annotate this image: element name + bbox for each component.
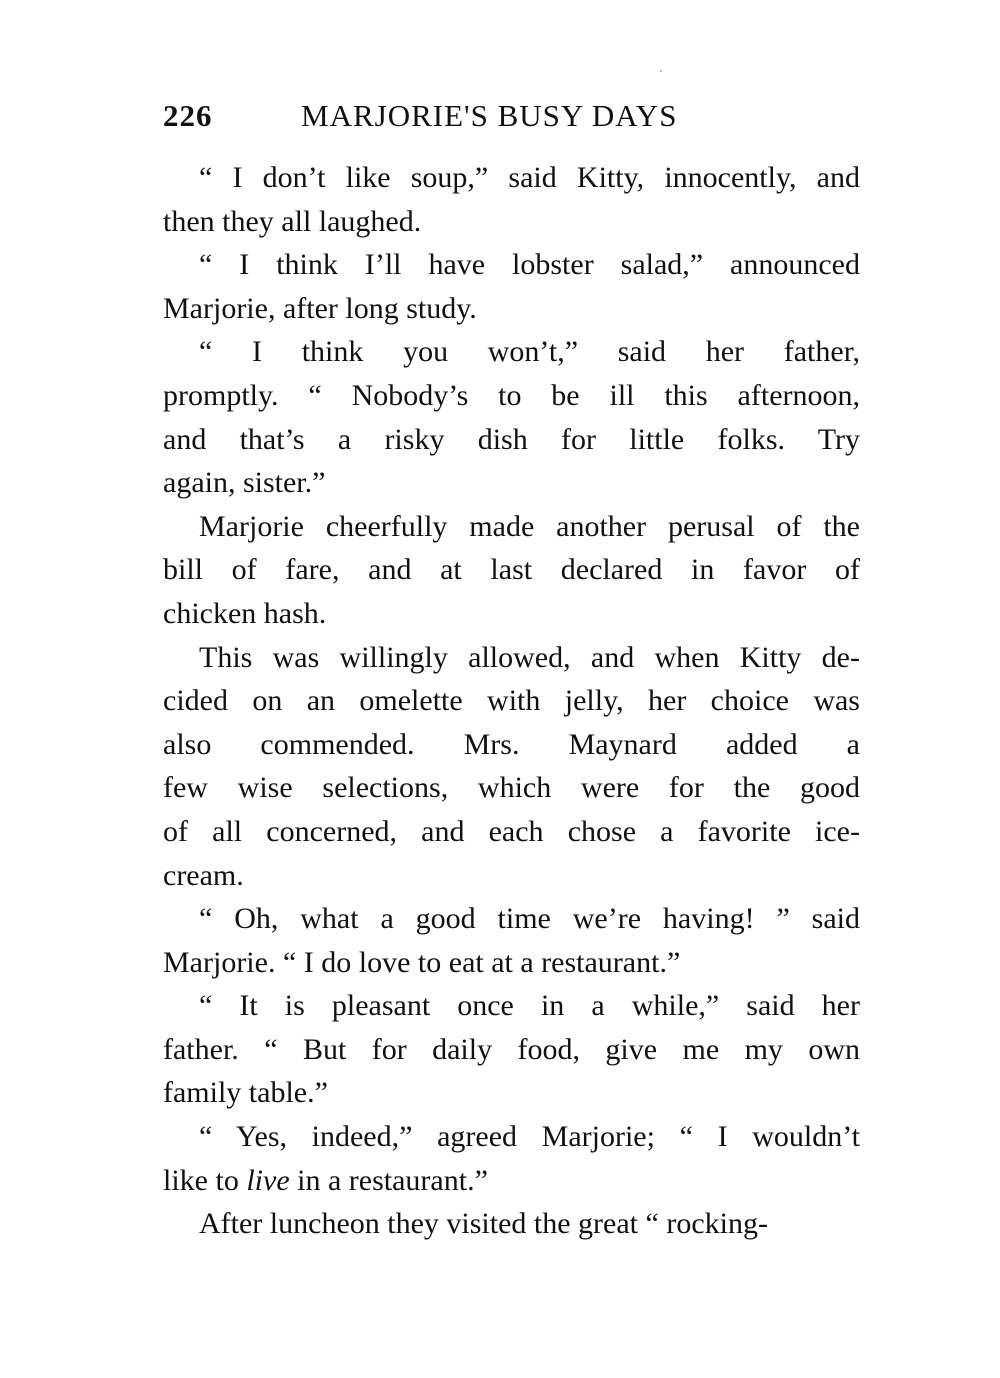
page-number: 226 [163, 98, 213, 133]
text-line: Marjorie cheerfully made another perusal of the [199, 509, 860, 543]
text-line: promptly. “ Nobody’s to be ill this afternoon, [163, 378, 860, 412]
text-line: like to live in a restaurant.” [163, 1163, 488, 1197]
body-text [163, 156, 860, 1246]
text-line: “ I think you won’t,” said her father, [199, 335, 860, 369]
text-line: bill of fare, and at last declared in favor of [163, 553, 860, 587]
running-head [163, 96, 863, 136]
text-line: again, sister.” [163, 466, 326, 500]
text-line: “ I think I’ll have lobster salad,” announced [199, 248, 860, 282]
text-line: Marjorie. “ I do love to eat at a restaurant.” [163, 945, 681, 979]
text-line: “ It is pleasant once in a while,” said her [199, 989, 860, 1023]
text-line: “ Oh, what a good time we’re having! ” said [199, 902, 860, 936]
text-line: After luncheon they visited the great “ rocking- [199, 1207, 768, 1241]
text-line: of all concerned, and each chose a favorite ice- [163, 814, 860, 848]
text-line: father. “ But for daily food, give me my own [163, 1032, 860, 1066]
text-line: “ I don’t like soup,” said Kitty, innocently, and [199, 161, 860, 194]
italic-word: live [246, 1163, 290, 1197]
running-title: MARJORIE'S BUSY DAYS [301, 98, 678, 133]
text-line: chicken hash. [163, 596, 327, 630]
paper-speck [660, 70, 662, 72]
text-line: This was willingly allowed, and when Kitty de- [199, 640, 860, 674]
text-line: also commended. Mrs. Maynard added a [163, 727, 860, 761]
text-line: cream. [163, 858, 244, 892]
text-line: Marjorie, after long study. [163, 291, 477, 325]
text-line: “ Yes, indeed,” agreed Marjorie; “ I wouldn’t [199, 1120, 860, 1154]
text-line: then they all laughed. [163, 204, 422, 238]
text-line: cided on an omelette with jelly, her choice was [163, 684, 860, 718]
text-line: and that’s a risky dish for little folks. Try [163, 422, 860, 456]
text-line: family table.” [163, 1076, 328, 1110]
text-line: few wise selections, which were for the good [163, 771, 860, 805]
